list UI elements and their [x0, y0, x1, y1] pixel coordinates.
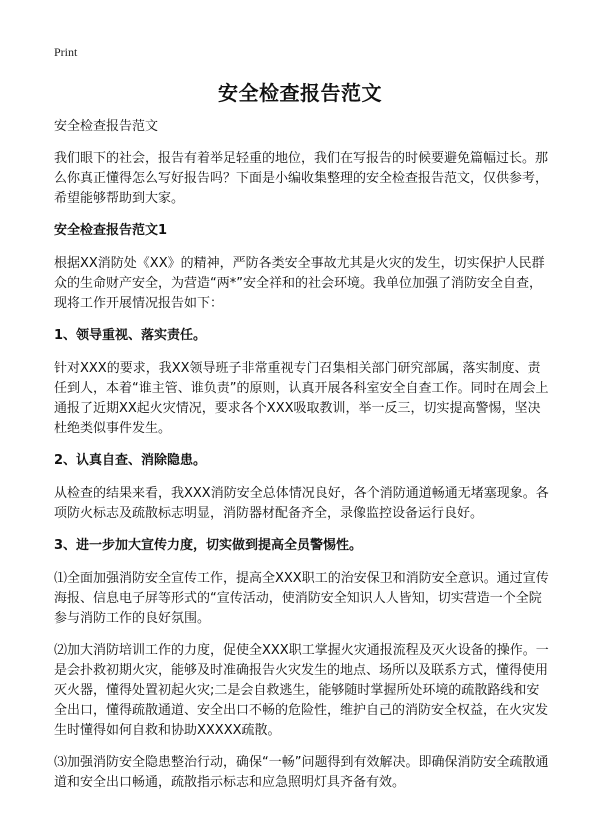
part3-item-1: ⑴全面加强消防安全宣传工作，提高全XXX职工的治安保卫和消防安全意识。通过宣传海报、信息电子屏等形式的“宣传活动，使消防安全知识人人皆知，切实营造一个全院参与消防工作的良好氛围。 [54, 571, 549, 626]
section-heading: 安全检查报告范文1 [54, 223, 168, 238]
part2-heading: 2、认真自查、消除隐患。 [54, 453, 207, 468]
part1-heading: 1、领导重视、落实责任。 [54, 328, 207, 343]
document-title: 安全检查报告范文 [218, 81, 382, 105]
print-label: Print [54, 45, 78, 59]
section-intro-paragraph: 根据XX消防处《XX》的精神，严防各类安全事故尤其是火灾的发生，切实保护人民群众的生命财产安全，为营造“两*”安全祥和的社会环境。我单位加强了消防安全自查，现将工作开展情况报告如下： [54, 256, 545, 311]
part3-item-3: ⑶加强消防安全隐患整治行动，确保“一畅”问题得到有效解决。即确保消防安全疏散通道和安全出口畅通，疏散指示标志和应急照明灯具齐备有效。 [54, 755, 549, 790]
intro-paragraph: 我们眼下的社会，报告有着举足轻重的地位，我们在写报告的时候要避免篇幅过长。那么你真正懂得怎么写好报告吗？下面是小编收集整理的安全检查报告范文，仅供参考，希望能够帮助到大家。 [54, 151, 549, 206]
document-subtitle: 安全检查报告范文 [54, 119, 159, 134]
part2-paragraph: 从检查的结果来看，我XXX消防安全总体情况良好，各个消防通道畅通无堵塞现象。各项防火标志及疏散标志明显，消防器材配备齐全，录像监控设备运行良好。 [54, 486, 549, 521]
part1-paragraph: 针对XXX的要求，我XX领导班子非常重视专门召集相关部门研究部属，落实制度、责任到人，本着“谁主管、谁负责”的原则，认真开展各科室安全自查工作。同时在周会上通报了近期XX起火灾情况，要求各个XXX吸取教训，举一反三，切实提高警惕，坚决杜绝类似事件发生。 [54, 361, 549, 436]
part3-item-2: ⑵加大消防培训工作的力度，促使全XXX职工掌握火灾通报流程及灭火设备的操作。一是会扑救初期火灾，能够及时准确报告火灾发生的地点、场所以及联系方式，懂得使用灭火器，懂得处置初起火灾;二是会自救逃生，能够随时掌握所处环境的疏散路线和安全出口，懂得疏散通道、安全出口不畅的危险性，维护自己的消防安全权益，在火灾发生时懂得如何自救和协助XXXXX疏散。 [54, 643, 549, 738]
document-content [54, 117, 550, 805]
part3-heading: 3、进一步加大宣传力度，切实做到提高全员警惕性。 [54, 538, 363, 553]
